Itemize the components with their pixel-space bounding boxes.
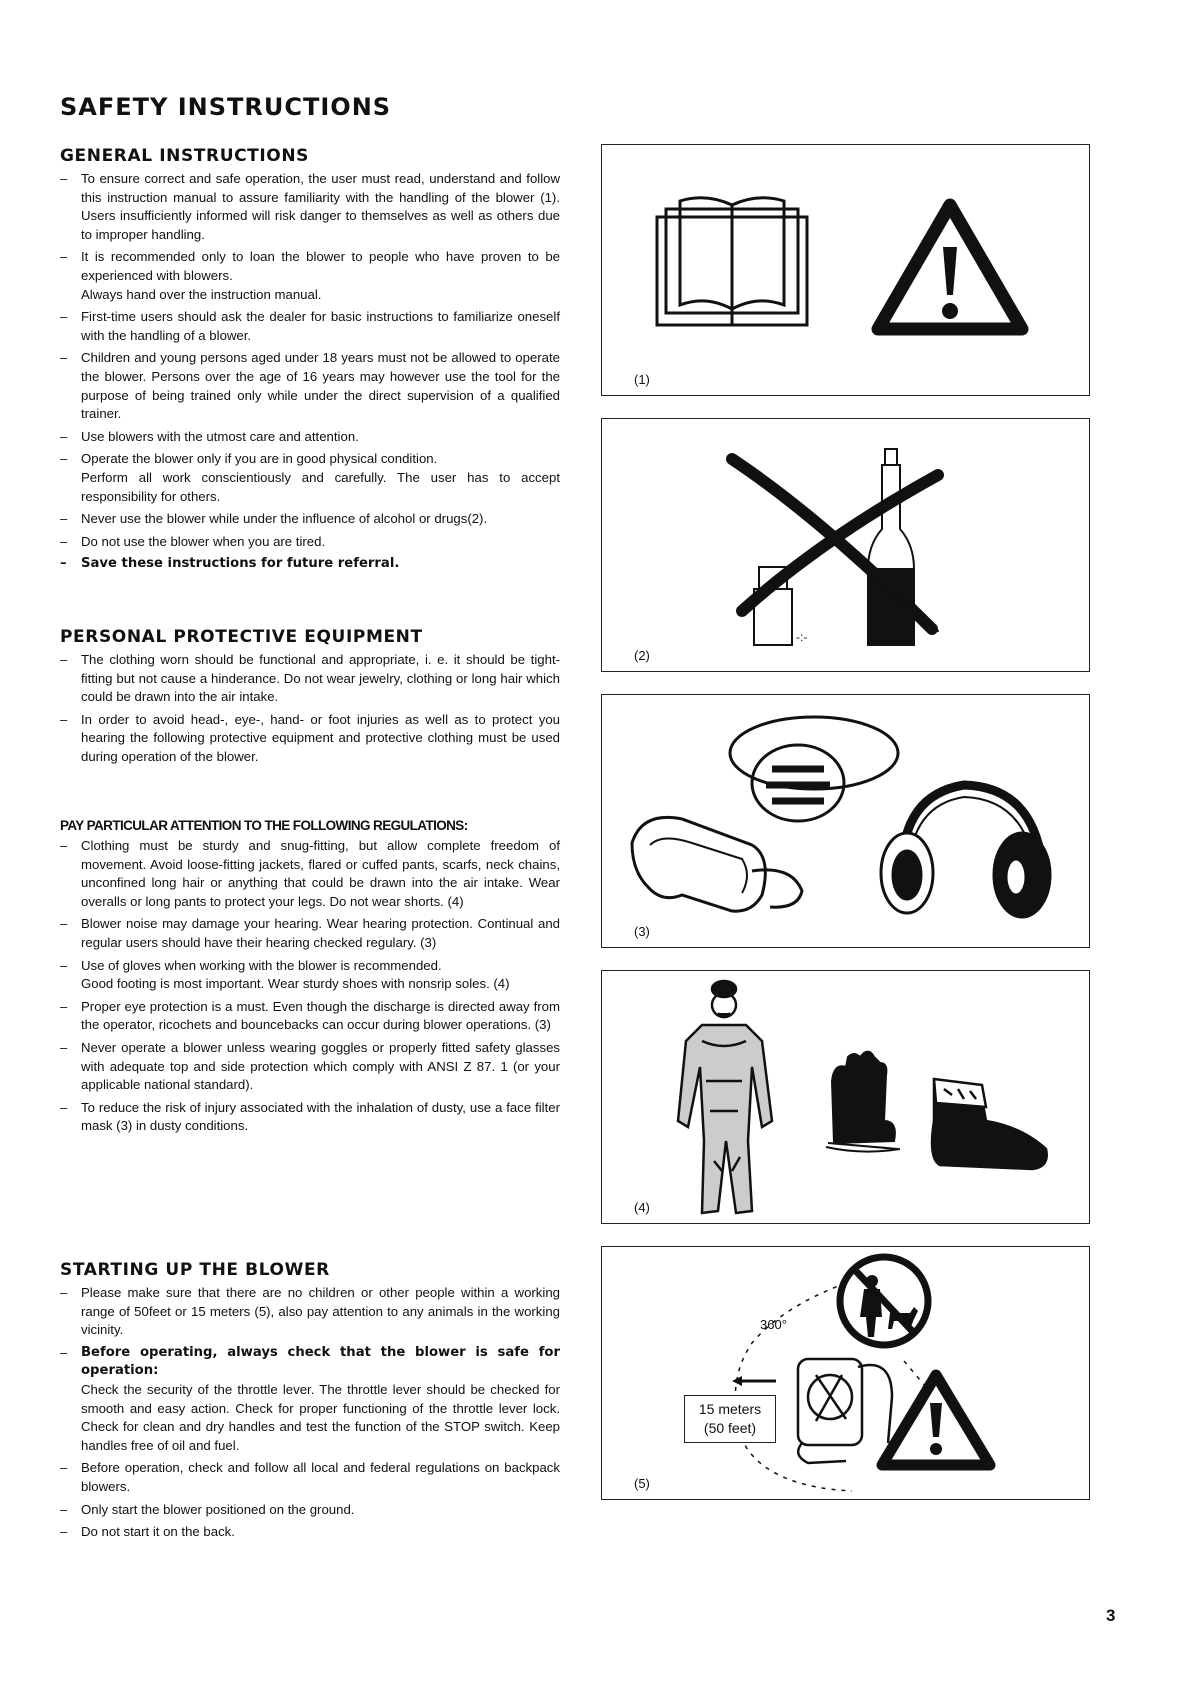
list-item: – The clothing worn should be functional and appropriate, i. e. it should be tight-fitting but not cause a hinderance. Do not wear jewelry, clothing or long hair which could be drawn into the air intake. — [60, 651, 560, 707]
list-item-line: – Operate the blower only if you are in good physical condition. — [81, 451, 438, 467]
list-item-line: Perform all work conscientiously and carefully. The user has to accept responsibility for others. — [81, 469, 560, 504]
figure-caption: (4) — [634, 1200, 650, 1215]
warning-triangle-icon — [878, 205, 1022, 329]
list-item: – First-time users should ask the dealer for basic instructions to familiarize oneself with the handling of a blower. — [60, 308, 560, 345]
regulations-list — [60, 837, 560, 1136]
earmuffs-icon — [881, 785, 1050, 917]
list-item — [60, 450, 560, 506]
distance-meters: 15 meters — [698, 1401, 762, 1417]
page-title: SAFETY INSTRUCTIONS — [60, 93, 392, 121]
regulations-section — [60, 818, 560, 1140]
figure-4-clothing — [601, 970, 1090, 1224]
starting-list — [60, 1284, 560, 1542]
list-item: – In order to avoid head-, eye-, hand- or foot injuries as well as to protect you hearing the following protective equipment and protective clothing must be used during operation of the blower. — [60, 711, 560, 767]
list-item: – Do not use the blower when you are tired. — [60, 533, 560, 552]
clothing-illustration — [602, 971, 1091, 1225]
page-number: 3 — [1106, 1606, 1116, 1625]
regulations-heading: PAY PARTICULAR ATTENTION TO THE FOLLOWING REGULATIONS: — [60, 818, 468, 833]
ppe-section — [60, 627, 560, 771]
face-mask-icon — [730, 717, 898, 821]
list-item-line: – It is recommended only to loan the blower to people who have proven to be experienced with blowers. — [81, 249, 560, 283]
list-item: – Please make sure that there are no children or other people within a working range of 50feet or 15 meters (5), also pay attention to any animals in the working vicinity. — [60, 1284, 560, 1340]
list-item: – Blower noise may damage your hearing. Wear hearing protection. Continual and regular users should have their hearing checked regulary. (3) — [60, 915, 560, 952]
ppe-list — [60, 651, 560, 767]
figure-5-safety-distance — [601, 1246, 1090, 1500]
figure-caption: (1) — [634, 372, 650, 387]
figure-2-no-alcohol — [601, 418, 1090, 672]
range-circle-right — [904, 1361, 926, 1387]
starting-section — [60, 1260, 560, 1546]
list-item: – To reduce the risk of injury associated with the inhalation of dusty, use a face filter mask (3) in dusty conditions. — [60, 1099, 560, 1136]
starting-heading: STARTING UP THE BLOWER — [60, 1260, 330, 1280]
distance-label-box — [684, 1395, 776, 1443]
angle-label: 360° — [760, 1317, 787, 1332]
figure-caption: (3) — [634, 924, 650, 939]
list-item: – Never use the blower while under the influence of alcohol or drugs(2). — [60, 510, 560, 529]
list-item: – Clothing must be sturdy and snug-fitting, but allow complete freedom of movement. Avoid loose-fitting jackets, flared or cuffed pants, scarfs, neck chains, unconfined long hair or anything that could be drawn into the air intake. Wear overalls or long pants to protect your legs. Do not wear shorts. (4) — [60, 837, 560, 911]
figure-caption: (2) — [634, 648, 650, 663]
warning-triangle-icon — [882, 1375, 990, 1465]
list-item-emphasis: – Save these instructions for future referral. — [60, 555, 560, 574]
list-item-emphasis: – Before operating, always check that the blower is safe for operation: — [81, 1344, 560, 1379]
goggles-icon — [632, 817, 802, 911]
book-icon — [657, 198, 807, 325]
general-instructions-heading: GENERAL INSTRUCTIONS — [60, 146, 310, 166]
glove-icon — [826, 1052, 900, 1152]
ppe-heading: PERSONAL PROTECTIVE EQUIPMENT — [60, 627, 423, 647]
list-item: – Do not start it on the back. — [60, 1523, 560, 1542]
figure-caption: (5) — [634, 1476, 650, 1491]
list-item-line: Good footing is most important. Wear sturdy shoes with nonsrip soles. (4) — [81, 976, 510, 992]
boot-icon — [932, 1079, 1047, 1169]
general-instructions-section — [60, 146, 560, 578]
prohibition-cross-icon — [732, 459, 938, 631]
list-item — [60, 957, 560, 994]
book-warning-illustration — [602, 145, 1091, 397]
list-item-line: Check the security of the throttle lever. The throttle lever should be checked for smooth and easy action. Check for proper functioning of the throttle lever lock. Check for clean and dry handles and test the function of the STOP switch. Keep handles free of oil and fuel. — [81, 1381, 560, 1453]
svg-text:-:-: -:- — [796, 630, 808, 644]
list-item — [60, 248, 560, 304]
list-item-line: Always hand over the instruction manual. — [81, 286, 322, 302]
worker-overalls-icon — [678, 981, 772, 1213]
no-alcohol-illustration — [602, 419, 1091, 673]
distance-feet: (50 feet) — [703, 1420, 757, 1436]
list-item: – Never operate a blower unless wearing goggles or properly fitted safety glasses with adequate top and side protection which comply with ANSI Z 87. 1 (or your applicable national standard). — [60, 1039, 560, 1095]
list-item: – Use blowers with the utmost care and attention. — [60, 428, 560, 447]
no-people-animals-icon — [840, 1257, 928, 1345]
list-item: – Proper eye protection is a must. Even though the discharge is directed away from the operator, ricochets and bouncebacks can occur during blower operations. (3) — [60, 998, 560, 1035]
list-item — [60, 1344, 560, 1456]
figure-1-read-manual — [601, 144, 1090, 396]
list-item: – Children and young persons aged under 18 years must not be allowed to operate the blower. Persons over the age of 16 years may however use the tool for the purpose of being trained only while under the direct supervision of a qualified trainer. — [60, 349, 560, 423]
backpack-blower-icon — [798, 1359, 892, 1463]
list-item: – Before operation, check and follow all local and federal regulations on backpack blowers. — [60, 1459, 560, 1496]
list-item: – Only start the blower positioned on the ground. — [60, 1501, 560, 1520]
list-item: – To ensure correct and safe operation, the user must read, understand and follow this instruction manual to assure familiarity with the handling of the blower (1). Users insufficiently informed will risk danger to themselves as well as others due to improper handling. — [60, 170, 560, 244]
list-item-line: – Use of gloves when working with the blower is recommended. — [81, 957, 442, 973]
safety-distance-illustration — [602, 1247, 1091, 1501]
protective-gear-illustration — [602, 695, 1091, 949]
general-instructions-list — [60, 170, 560, 574]
figure-3-protective-gear — [601, 694, 1090, 948]
bottle-icon — [868, 449, 914, 645]
